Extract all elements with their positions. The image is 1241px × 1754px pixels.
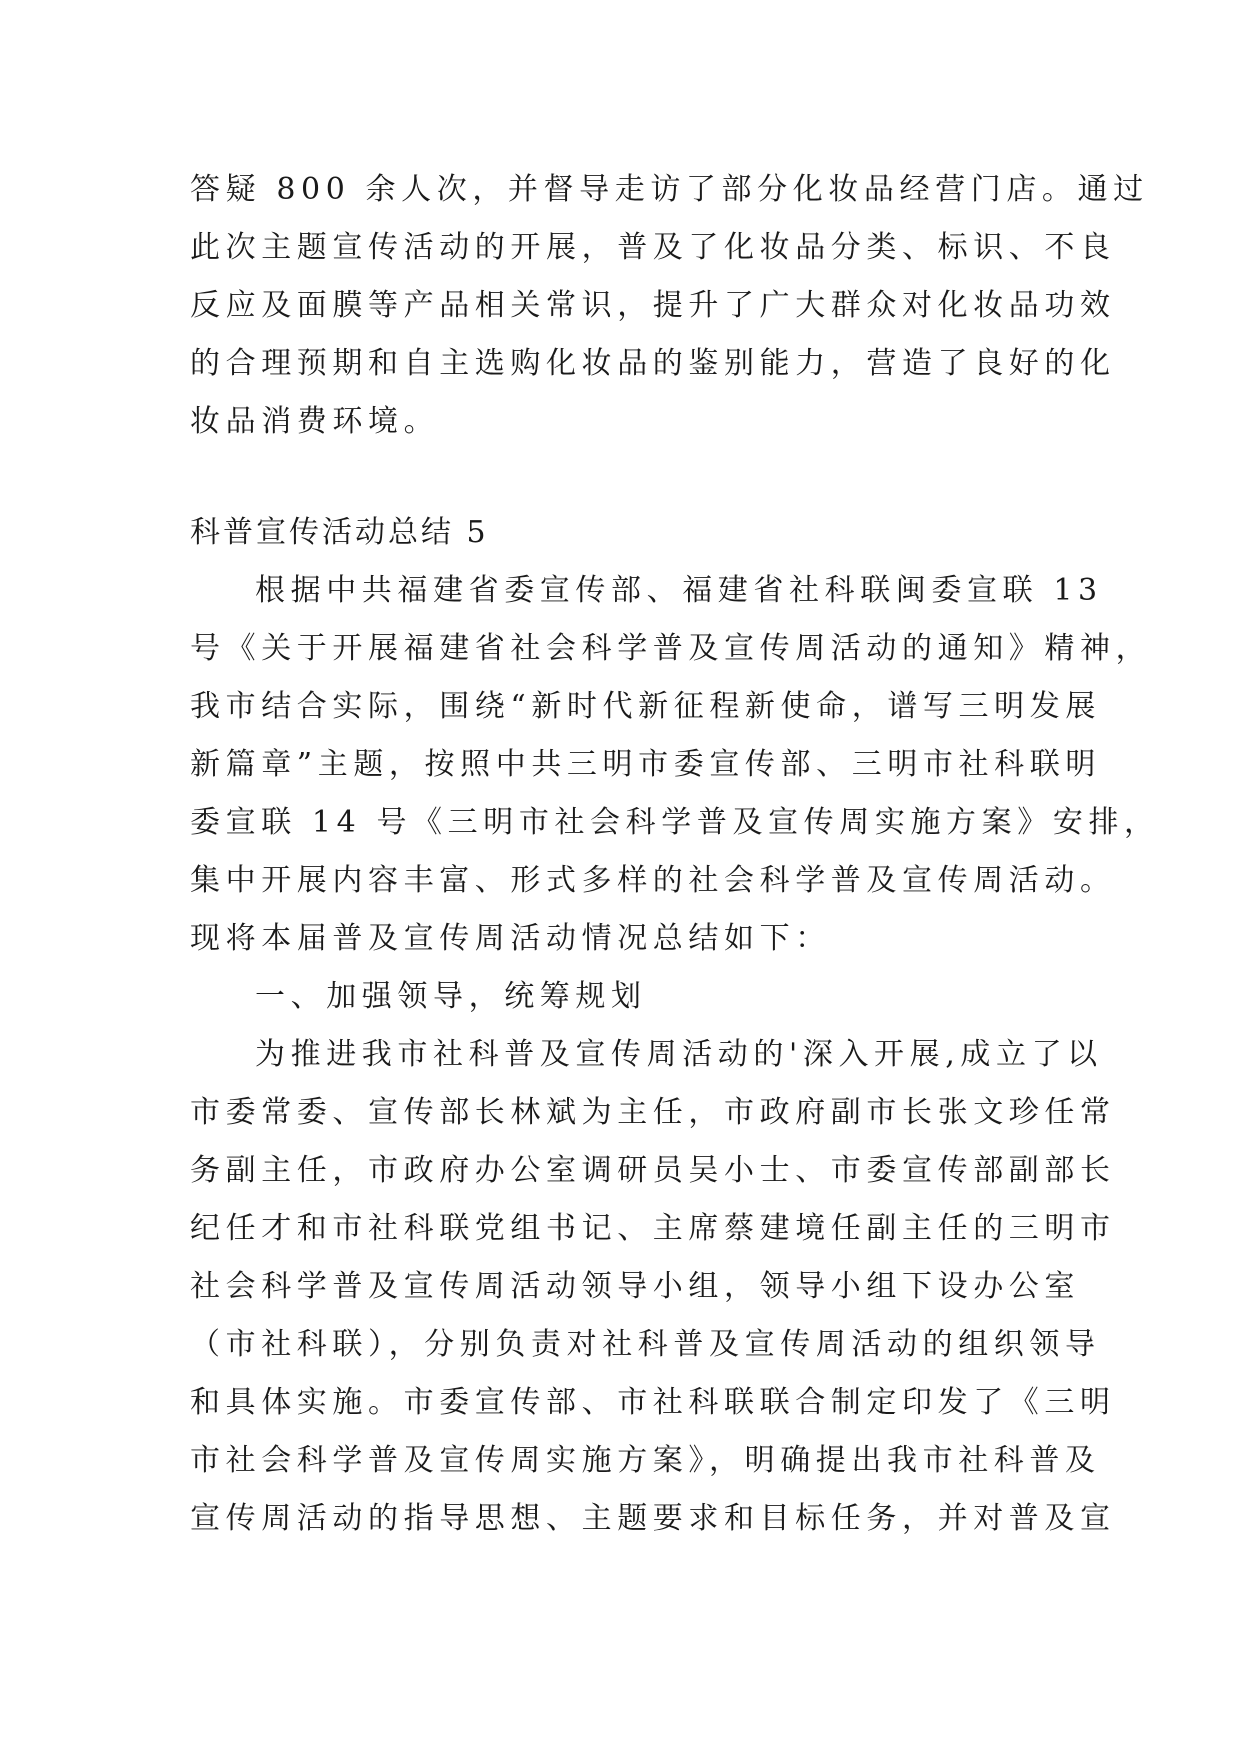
section-title: 科普宣传活动总结 5: [190, 515, 489, 550]
paragraph2-line-4: 纪任才和市社科联党组书记、主席蔡建境任副主任的三明市: [190, 1211, 1116, 1246]
subheading: 一、加强领导，统筹规划: [255, 979, 647, 1014]
paragraph2-line-8: 市社会科学普及宣传周实施方案》，明确提出我市社科普及: [190, 1443, 1101, 1478]
paragraph2-line-1: 为推进我市社科普及宣传周活动的'深入开展,成立了以: [255, 1037, 1103, 1072]
paragraph2-line-2: 市委常委、宣传部长林斌为主任，市政府副市长张文珍任常: [190, 1095, 1116, 1130]
paragraph1-line-2: 号《关于开展福建省社会科学普及宣传周活动的通知》精神，: [190, 631, 1152, 666]
intro-line-3: 反应及面膜等产品相关常识，提升了广大群众对化妆品功效: [190, 288, 1116, 323]
paragraph2-line-7: 和具体实施。市委宣传部、市社科联联合制定印发了《三明: [190, 1385, 1116, 1420]
paragraph1-line-3: 我市结合实际，围绕“新时代新征程新使命，谱写三明发展: [190, 689, 1101, 724]
intro-line-2: 此次主题宣传活动的开展，普及了化妆品分类、标识、不良: [190, 230, 1116, 265]
paragraph2-line-3: 务副主任，市政府办公室调研员吴小士、市委宣传部副部长: [190, 1153, 1116, 1188]
paragraph2-line-9: 宣传周活动的指导思想、主题要求和目标任务，并对普及宣: [190, 1501, 1116, 1536]
intro-line-4: 的合理预期和自主选购化妆品的鉴别能力，营造了良好的化: [190, 346, 1116, 381]
paragraph1-line-1: 根据中共福建省委宣传部、福建省社科联闽委宣联 13: [255, 573, 1103, 608]
paragraph1-line-6: 集中开展内容丰富、形式多样的社会科学普及宣传周活动。: [190, 863, 1116, 898]
paragraph2-line-6: （市社科联），分别负责对社科普及宣传周活动的组织领导: [190, 1327, 1101, 1362]
paragraph1-line-5: 委宣联 14 号《三明市社会科学普及宣传周实施方案》安排，: [190, 805, 1160, 840]
paragraph1-line-7: 现将本届普及宣传周活动情况总结如下：: [190, 921, 831, 956]
paragraph1-line-4: 新篇章”主题，按照中共三明市委宣传部、三明市社科联明: [190, 747, 1101, 782]
paragraph2-line-5: 社会科学普及宣传周活动领导小组，领导小组下设办公室: [190, 1269, 1080, 1304]
intro-line-5: 妆品消费环境。: [190, 404, 440, 439]
intro-line-1: 答疑 800 余人次，并督导走访了部分化妆品经营门店。通过: [190, 172, 1149, 207]
